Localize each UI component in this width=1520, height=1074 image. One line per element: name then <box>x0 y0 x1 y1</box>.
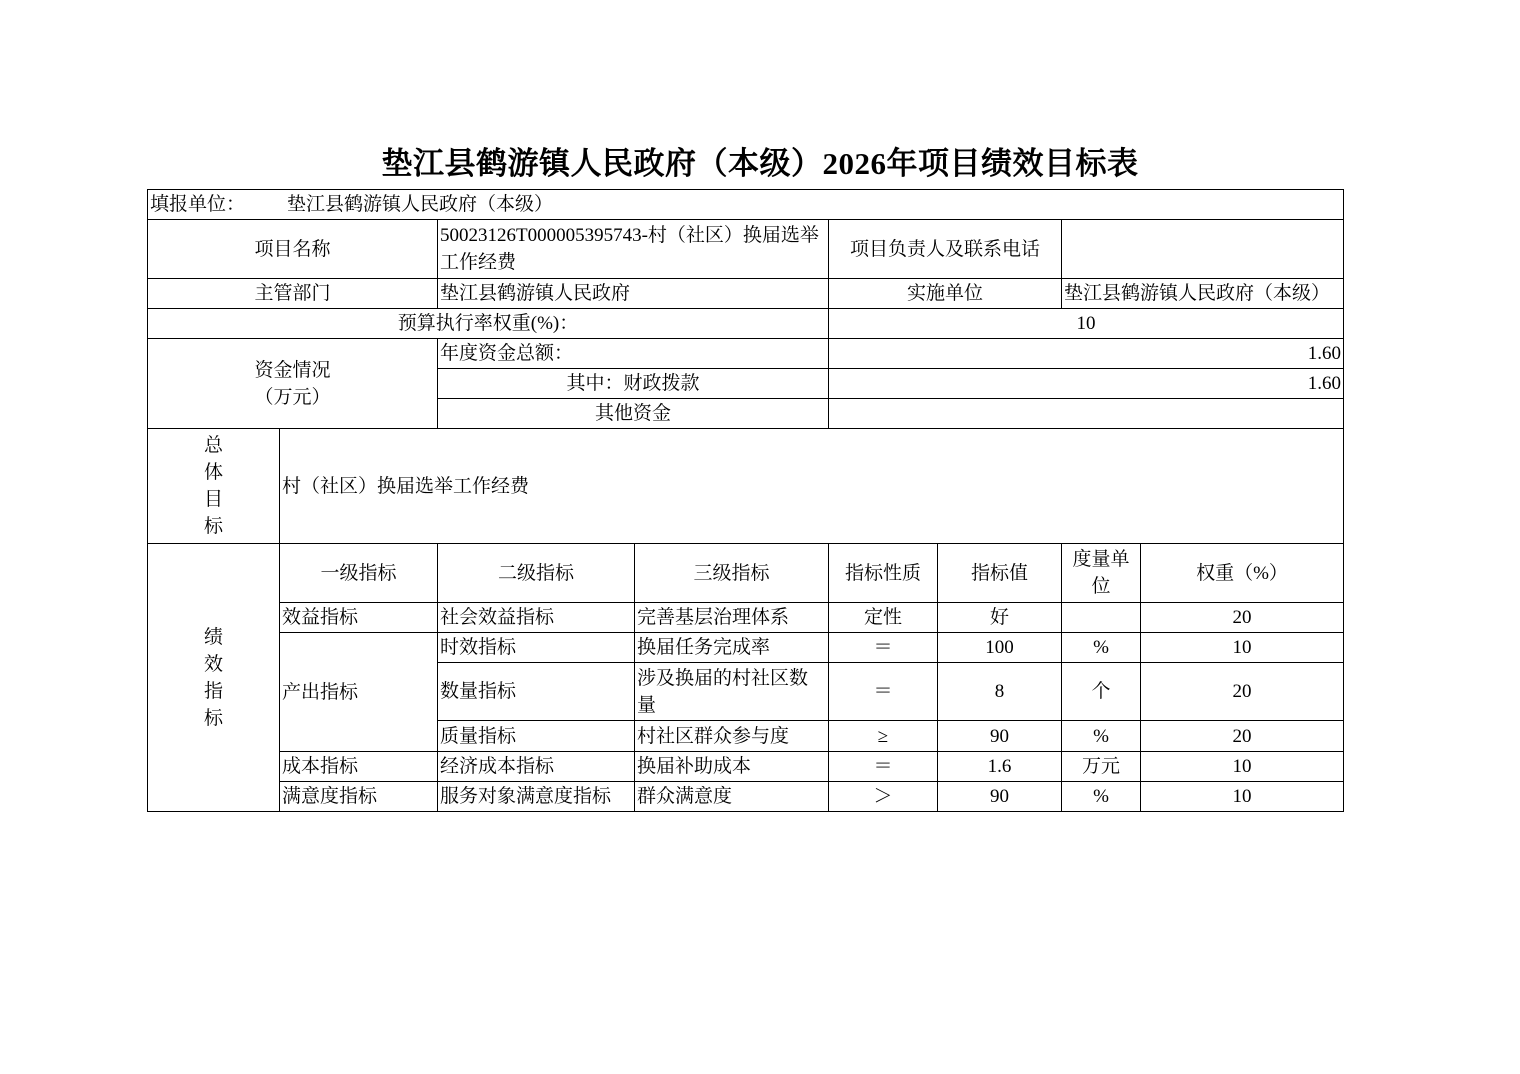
dept-label: 主管部门 <box>148 279 438 309</box>
row-unit: % <box>1062 633 1141 663</box>
impl-label: 实施单位 <box>829 279 1062 309</box>
row-value: 100 <box>938 633 1062 663</box>
funds-label-line2: （万元） <box>254 386 331 408</box>
table-row <box>148 752 1344 782</box>
goal-label-char: 总 <box>203 435 223 456</box>
row-value: 1.6 <box>938 752 1062 782</box>
dept-value: 垫江县鹤游镇人民政府 <box>438 279 829 309</box>
row-level1: 效益指标 <box>280 603 438 633</box>
perf-label <box>148 544 280 812</box>
budget-weight-label: 预算执行率权重(%)： <box>148 309 829 339</box>
row-value: 90 <box>938 782 1062 812</box>
header-level2: 二级指标 <box>438 544 635 603</box>
impl-value: 垫江县鹤游镇人民政府（本级） <box>1062 279 1344 309</box>
project-leader-value <box>1062 220 1344 279</box>
project-leader-label: 项目负责人及联系电话 <box>829 220 1062 279</box>
row-unit: 万元 <box>1062 752 1141 782</box>
funds-total-row <box>148 339 1344 369</box>
other-value <box>829 399 1344 429</box>
goal-label-char: 标 <box>203 516 223 537</box>
fill-unit-label: 填报单位： <box>150 194 246 215</box>
row-value: 90 <box>938 721 1062 752</box>
perf-label-char: 绩 <box>203 626 223 648</box>
row-level2: 质量指标 <box>438 721 635 752</box>
row-level3: 村社区群众参与度 <box>635 721 829 752</box>
row-unit: 个 <box>1062 663 1141 721</box>
performance-table <box>147 189 1344 812</box>
row-value: 好 <box>938 603 1062 633</box>
row-level1: 产出指标 <box>280 633 438 752</box>
row-level2: 服务对象满意度指标 <box>438 782 635 812</box>
budget-weight-value: 10 <box>829 309 1344 339</box>
row-nature: ＝ <box>829 633 938 663</box>
goal-label-char: 体 <box>203 462 223 483</box>
table-row <box>148 782 1344 812</box>
row-level3: 换届补助成本 <box>635 752 829 782</box>
row-weight: 10 <box>1141 752 1344 782</box>
goal-row <box>148 429 1344 544</box>
row-level2: 经济成本指标 <box>438 752 635 782</box>
project-name-label: 项目名称 <box>148 220 438 279</box>
indicator-header-row <box>148 544 1344 603</box>
row-weight: 20 <box>1141 603 1344 633</box>
row-level3: 群众满意度 <box>635 782 829 812</box>
row-level2: 数量指标 <box>438 663 635 721</box>
perf-label-char: 标 <box>203 707 223 729</box>
row-weight: 10 <box>1141 782 1344 812</box>
header-level1: 一级指标 <box>280 544 438 603</box>
row-level3: 涉及换届的村社区数量 <box>635 663 829 721</box>
goal-label <box>148 429 280 544</box>
fill-unit-cell <box>148 190 1344 220</box>
row-unit: % <box>1062 782 1141 812</box>
dept-row <box>148 279 1344 309</box>
row-unit <box>1062 603 1141 633</box>
fiscal-label: 其中：财政拨款 <box>438 369 829 399</box>
row-level1: 成本指标 <box>280 752 438 782</box>
row-nature: 定性 <box>829 603 938 633</box>
project-name-row <box>148 220 1344 279</box>
header-weight: 权重（%） <box>1141 544 1344 603</box>
annual-total-label: 年度资金总额： <box>438 339 829 369</box>
row-weight: 10 <box>1141 633 1344 663</box>
table-row <box>148 603 1344 633</box>
perf-label-char: 指 <box>203 680 223 702</box>
fill-unit-row <box>148 190 1344 220</box>
fiscal-value: 1.60 <box>829 369 1344 399</box>
fill-unit-value: 垫江县鹤游镇人民政府（本级） <box>287 194 554 215</box>
row-nature: ＝ <box>829 663 938 721</box>
header-level3: 三级指标 <box>635 544 829 603</box>
row-nature: ＞ <box>829 782 938 812</box>
row-level2: 时效指标 <box>438 633 635 663</box>
project-name-value: 50023126T000005395743-村（社区）换届选举工作经费 <box>438 220 829 279</box>
row-nature: ＝ <box>829 752 938 782</box>
header-value: 指标值 <box>938 544 1062 603</box>
table-row <box>148 633 1344 663</box>
goal-text: 村（社区）换届选举工作经费 <box>280 429 1344 544</box>
budget-weight-row <box>148 309 1344 339</box>
row-level2: 社会效益指标 <box>438 603 635 633</box>
goal-label-char: 目 <box>203 489 223 510</box>
header-unit: 度量单位 <box>1062 544 1141 603</box>
row-unit: % <box>1062 721 1141 752</box>
header-nature: 指标性质 <box>829 544 938 603</box>
row-weight: 20 <box>1141 721 1344 752</box>
row-nature: ≥ <box>829 721 938 752</box>
row-level1: 满意度指标 <box>280 782 438 812</box>
row-level3: 完善基层治理体系 <box>635 603 829 633</box>
row-weight: 20 <box>1141 663 1344 721</box>
annual-total-value: 1.60 <box>829 339 1344 369</box>
row-value: 8 <box>938 663 1062 721</box>
row-level3: 换届任务完成率 <box>635 633 829 663</box>
perf-label-char: 效 <box>203 653 223 675</box>
other-label: 其他资金 <box>438 399 829 429</box>
page-title: 垫江县鹤游镇人民政府（本级）2026年项目绩效目标表 <box>381 146 1139 181</box>
funds-label <box>148 339 438 429</box>
funds-label-line1: 资金情况 <box>254 359 331 381</box>
